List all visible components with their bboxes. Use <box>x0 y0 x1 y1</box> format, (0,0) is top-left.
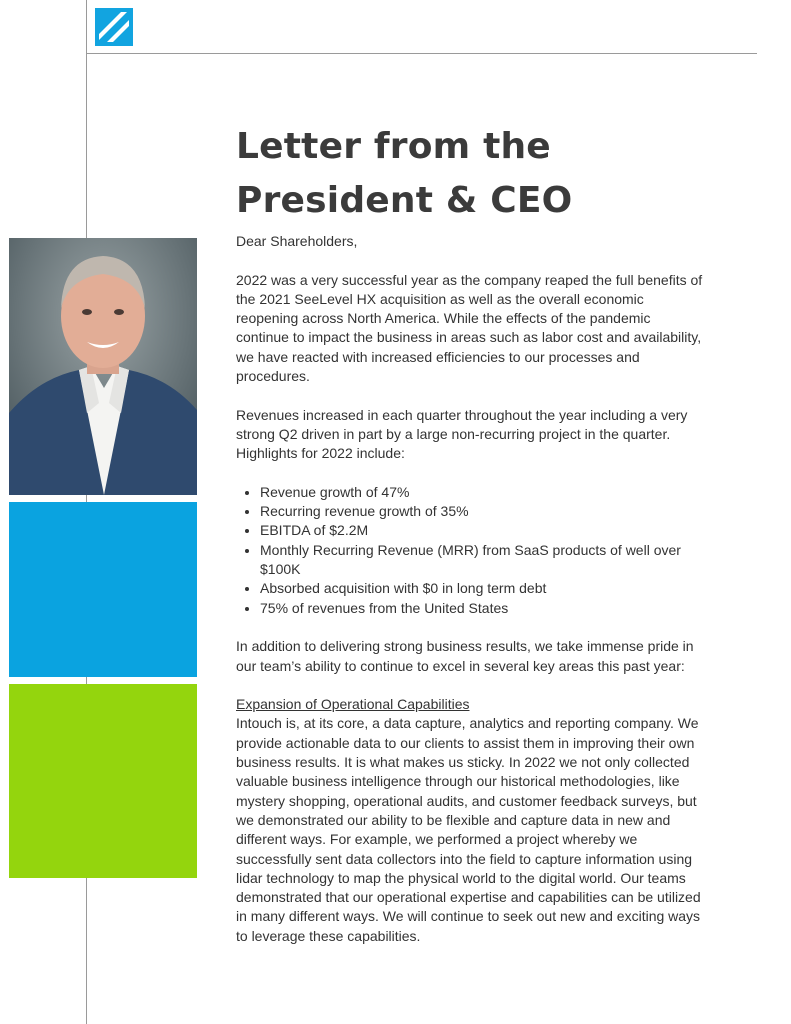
paragraph-achievements: In addition to delivering strong business results, we take immense pride in our team’s ability to continue to excel in several key areas this past year: <box>236 638 694 674</box>
section-body: Intouch is, at its core, a data capture, analytics and reporting company. We provide actionable data to our clients to assist them in improving their own business results. It is what makes us sticky. In 2022 we not only collected valuable business intelligence through our historical methodologies, like mystery shopping, operational audits, and customer feedback surveys, but we demonstrated our ability to be flexible and capture data in new and different ways. For example, we performed a project whereby we successfully sent data collectors into the field to capture information using lidar technology to map the physical world to the digital world. Our teams demonstrated that our operational expertise and capabilities can be utilized in many different ways. We will continue to seek out new and exciting ways to leverage these capabilities. <box>236 715 701 944</box>
page-title <box>236 120 756 228</box>
section-expansion <box>236 695 704 946</box>
company-logo-icon <box>95 8 133 46</box>
paragraph-revenues: Revenues increased in each quarter throughout the year including a very strong Q2 driven in part by a large non-recurring project in the quarter. Highlights for 2022 include: <box>236 406 688 462</box>
list-item: • Monthly Recurring Revenue (MRR) from SaaS products of well over $100K <box>260 541 704 580</box>
paragraph-intro: 2022 was a very successful year as the company reaped the full benefits of the 2021 SeeLevel HX acquisition as well as the overall economic reopening across North America. While the effects of the pandemic continue to impact the business in areas such as labor cost and availability, we have reacted with increased efficiencies to our processes and procedures. <box>236 271 703 385</box>
blue-color-block <box>9 502 197 677</box>
list-item: • Revenue growth of 47% <box>260 483 704 502</box>
letter-body <box>236 232 704 965</box>
title-line-1: Letter from the <box>236 126 551 167</box>
ceo-portrait <box>9 238 197 495</box>
list-item: • Recurring revenue growth of 35% <box>260 502 704 521</box>
section-heading: Expansion of Operational Capabilities <box>236 696 470 713</box>
salutation: Dear Shareholders, <box>236 233 358 249</box>
green-color-block <box>9 684 197 878</box>
list-item: • 75% of revenues from the United States <box>260 599 704 618</box>
title-line-2: President & CEO <box>236 180 573 221</box>
list-item: • Absorbed acquisition with $0 in long term debt <box>260 579 704 598</box>
list-item: • EBITDA of $2.2M <box>260 521 704 540</box>
header-rule <box>86 53 757 54</box>
highlights-list <box>236 483 704 618</box>
